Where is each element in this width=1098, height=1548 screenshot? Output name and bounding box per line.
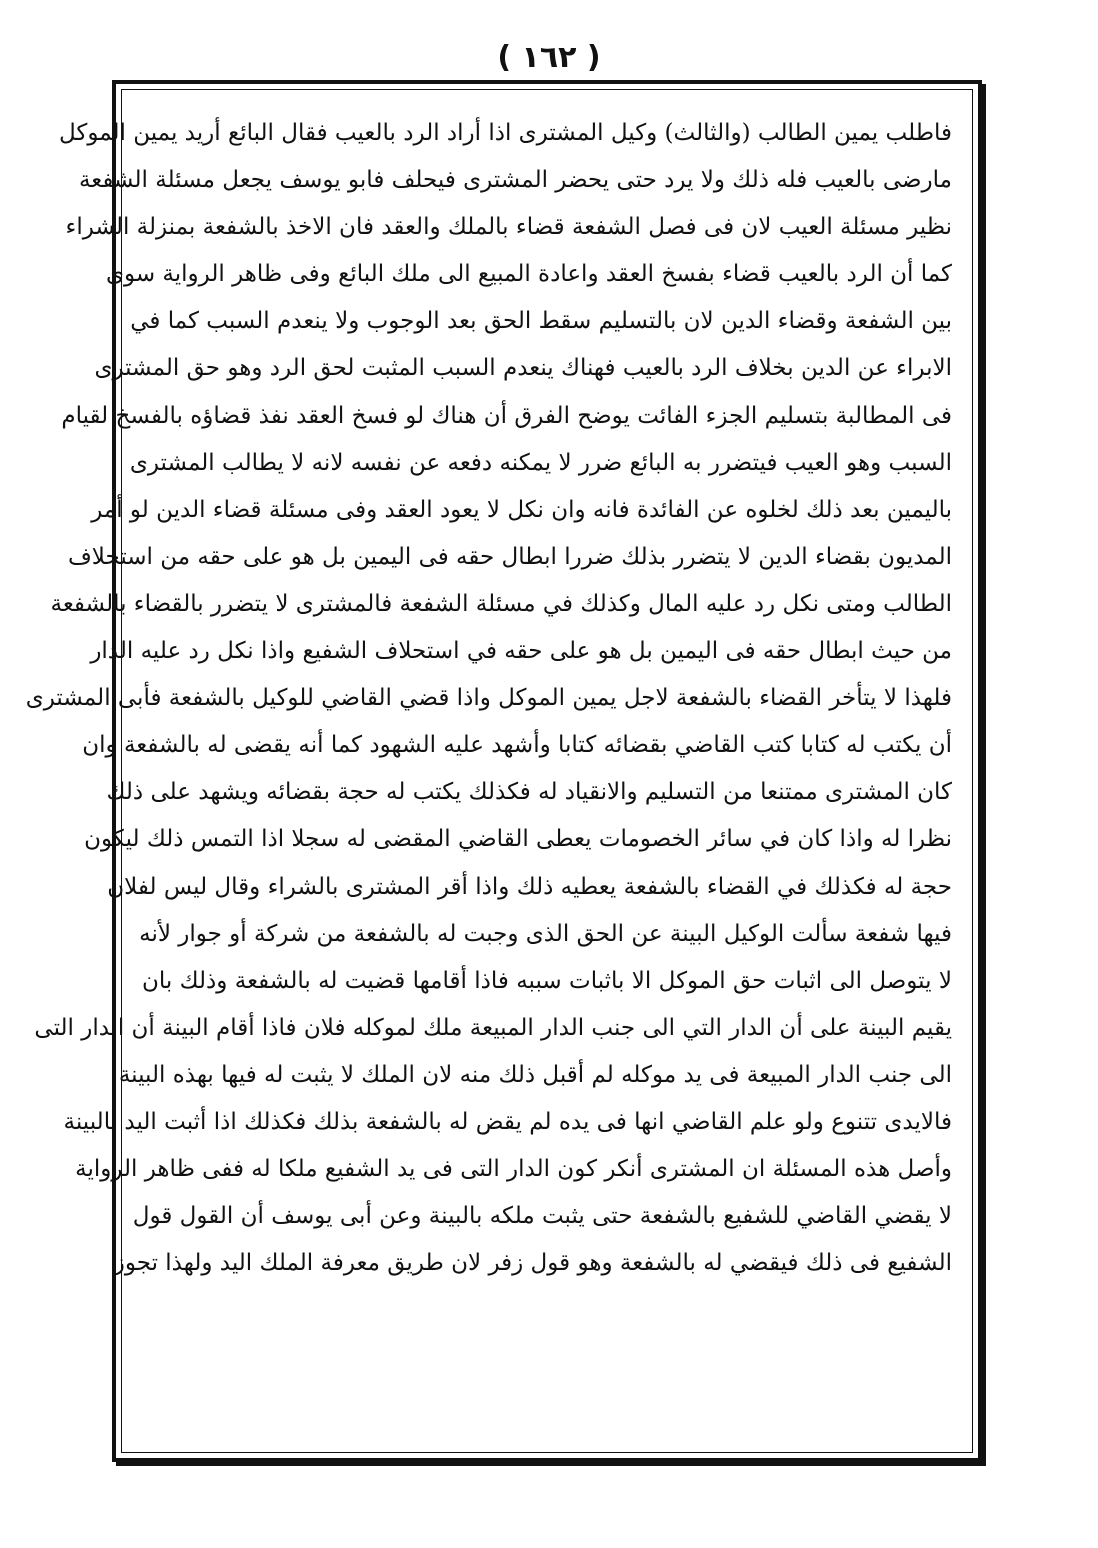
page-number: ( ١٦٢ ) bbox=[497, 40, 601, 75]
text-line: مارضى بالعيب فله ذلك ولا يرد حتى يحضر المشترى فيحلف فابو يوسف يجعل مسئلة الشفعة bbox=[78, 167, 952, 194]
text-line: فيها شفعة سألت الوكيل البينة عن الحق الذى وجبت له بالشفعة من شركة أو جوار لأنه bbox=[139, 920, 952, 947]
text-line: الطالب ومتى نكل رد عليه المال وكذلك في مسئلة الشفعة فالمشترى لا يتضرر بالقضاء بالشفعة bbox=[50, 590, 952, 617]
text-line: نظير مسئلة العيب لان فى فصل الشفعة قضاء بالملك والعقد فان الاخذ بالشفعة بمنزلة الشراء bbox=[65, 214, 952, 241]
text-line: فاطلب يمين الطالب (والثالث) وكيل المشترى اذا أراد الرد بالعيب فقال البائع أريد يمين الموكل bbox=[58, 120, 952, 146]
text-line: لا يقضي القاضي للشفيع بالشفعة حتى يثبت ملكه بالبينة وعن أبى يوسف أن القول قول bbox=[132, 1203, 952, 1230]
text-line: الابراء عن الدين بخلاف الرد بالعيب فهناك ينعدم السبب المثبت لحق الرد وهو حق المشترى bbox=[94, 355, 952, 382]
text-line: باليمين بعد ذلك لخلوه عن الفائدة فانه وان نكل لا يعود العقد وفى مسئلة قضاء الدين لو أمر bbox=[91, 496, 952, 523]
text-line: كما أن الرد بالعيب قضاء بفسخ العقد واعادة المبيع الى ملك البائع وفى ظاهر الرواية سوى bbox=[105, 261, 952, 288]
text-block bbox=[25, 89, 973, 1453]
text-line: الى جنب الدار المبيعة فى يد موكله لم أقبل ذلك منه لان الملك لا يثبت له فيها بهذه البينة bbox=[118, 1061, 952, 1088]
text-line: أن يكتب له كتابا كتب القاضي بقضائه كتابا وأشهد عليه الشهود كما أنه يقضى له بالشفعة وان bbox=[82, 732, 952, 759]
text-line: بين الشفعة وقضاء الدين لان بالتسليم سقط الحق بعد الوجوب ولا ينعدم السبب كما في bbox=[130, 308, 952, 335]
text-line: نظرا له واذا كان في سائر الخصومات يعطى القاضي المقضى له سجلا اذا التمس ذلك ليكون bbox=[84, 826, 952, 853]
text-line: المديون بقضاء الدين لا يتضرر بذلك ضررا ابطال حقه فى اليمين بل هو على حقه من استحلاف bbox=[67, 543, 952, 570]
text-lines bbox=[25, 110, 952, 1287]
text-line: فلهذا لا يتأخر القضاء بالشفعة لاجل يمين الموكل واذا قضي القاضي للوكيل بالشفعة فأبى المشترى bbox=[25, 685, 952, 712]
text-line: يقيم البينة على أن الدار التي الى جنب الدار المبيعة ملك لموكله فلان فاذا أقام البينة أن الدار التى bbox=[34, 1014, 952, 1041]
text-line: فالايدى تتنوع ولو علم القاضي انها فى يده لم يقض له بالشفعة بذلك فكذلك اذا أثبت اليد بالبينة bbox=[63, 1108, 952, 1135]
text-line: السبب وهو العيب فيتضرر به البائع ضرر لا يمكنه دفعه عن نفسه لانه لا يطالب المشترى bbox=[129, 449, 952, 476]
text-line: الشفيع فى ذلك فيقضي له بالشفعة وهو قول زفر لان طريق معرفة الملك اليد ولهذا تجوز bbox=[113, 1250, 952, 1277]
text-line: كان المشترى ممتنعا من التسليم والانقياد له فكذلك يكتب له حجة بقضائه ويشهد على ذلك bbox=[106, 779, 952, 806]
text-line: وأصل هذه المسئلة ان المشترى أنكر كون الدار التى فى يد الشفيع ملكا له ففى ظاهر الرواية bbox=[75, 1156, 952, 1183]
text-line: لا يتوصل الى اثبات حق الموكل الا باثبات سببه فاذا أقامها قضيت له بالشفعة وذلك بان bbox=[142, 967, 952, 994]
page-frame bbox=[25, 80, 982, 1462]
text-line: فى المطالبة بتسليم الجزء الفائت يوضح الفرق أن هناك لو فسخ العقد نفذ قضاؤه بالفسخ لقيام bbox=[61, 402, 952, 429]
text-line: من حيث ابطال حقه فى اليمين بل هو على حقه في استحلاف الشفيع واذا نكل رد عليه الدار bbox=[90, 638, 952, 665]
text-line: حجة له فكذلك في القضاء بالشفعة يعطيه ذلك واذا أقر المشترى بالشراء وقال ليس لفلان bbox=[107, 873, 952, 900]
